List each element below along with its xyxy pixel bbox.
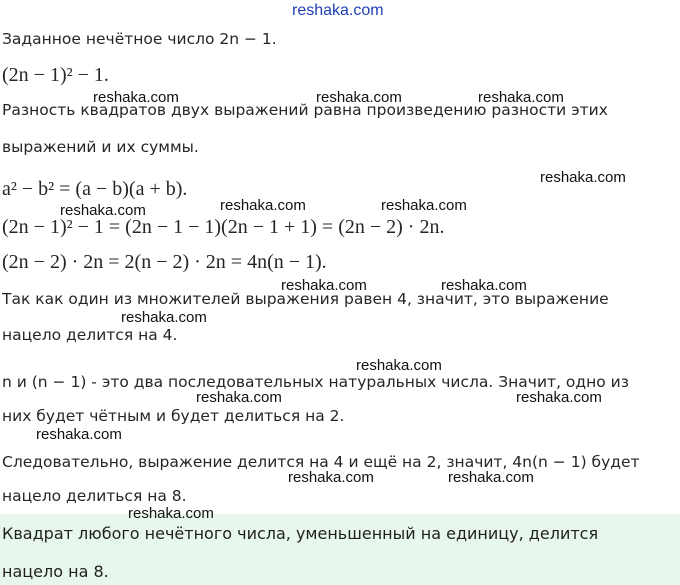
- difference-of-squares-text-cont: выражений и их суммы.: [2, 138, 199, 156]
- watermark: reshaka.com: [540, 169, 626, 186]
- given-number-line: Заданное нечётное число 2n − 1.: [2, 30, 277, 48]
- watermark: reshaka.com: [478, 89, 564, 106]
- watermark: reshaka.com: [121, 309, 207, 326]
- divisible-by-4-text-cont: нацело делится на 4.: [2, 326, 178, 344]
- watermark: reshaka.com: [381, 197, 467, 214]
- watermark: reshaka.com: [516, 389, 602, 406]
- factorization-line: (2n − 1)² − 1 = (2n − 1 − 1)(2n − 1 + 1) = (2n − 2) · 2n.: [2, 216, 445, 238]
- expression-line: (2n − 1)² − 1.: [2, 64, 109, 86]
- watermark: reshaka.com: [93, 89, 179, 106]
- watermark: reshaka.com: [281, 277, 367, 294]
- conclusion-box: [0, 514, 680, 585]
- watermark: reshaka.com: [128, 505, 214, 522]
- watermark: reshaka.com: [196, 389, 282, 406]
- watermark: reshaka.com: [441, 277, 527, 294]
- watermark: reshaka.com: [448, 469, 534, 486]
- watermark: reshaka.com: [220, 197, 306, 214]
- watermark: reshaka.com: [60, 202, 146, 219]
- consecutive-numbers-text-cont: них будет чётным и будет делиться на 2.: [2, 407, 345, 425]
- watermark: reshaka.com: [316, 89, 402, 106]
- watermark: reshaka.com: [288, 469, 374, 486]
- difference-of-squares-text: Разность квадратов двух выражений равна произведению разности этих: [2, 101, 608, 119]
- watermark: reshaka.com: [292, 2, 384, 19]
- conclusion-line-2: нацело на 8.: [2, 562, 109, 581]
- watermark: reshaka.com: [356, 357, 442, 374]
- simplification-line: (2n − 2) · 2n = 2(n − 2) · 2n = 4n(n − 1).: [2, 251, 327, 273]
- conclusion-reason-text: Следовательно, выражение делится на 4 и ещё на 2, значит, 4n(n − 1) будет: [2, 453, 640, 471]
- conclusion-reason-text-cont: нацело делиться на 8.: [2, 487, 187, 505]
- watermark: reshaka.com: [36, 426, 122, 443]
- conclusion-line-1: Квадрат любого нечётного числа, уменьшенный на единицу, делится: [2, 524, 599, 543]
- formula-line: a² − b² = (a − b)(a + b).: [2, 178, 188, 200]
- divisible-by-4-text: Так как один из множителей выражения равен 4, значит, это выражение: [2, 290, 609, 308]
- consecutive-numbers-text: n и (n − 1) - это два последовательных натуральных числа. Значит, одно из: [2, 373, 629, 391]
